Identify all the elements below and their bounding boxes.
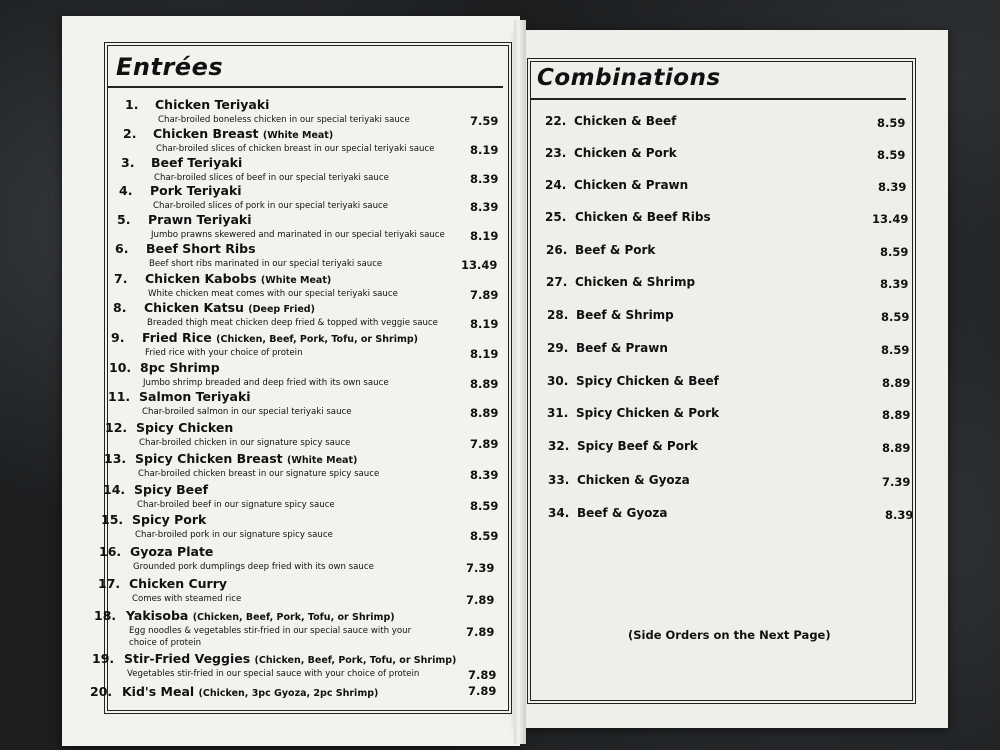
combination-price: 8.89	[882, 441, 911, 455]
entree-number: 12.	[105, 420, 128, 435]
combination-name: Beef & Prawn	[576, 341, 668, 355]
entree-name-line	[155, 97, 269, 112]
entree-price: 7.89	[470, 437, 499, 451]
combination-name: Beef & Pork	[575, 243, 656, 257]
entree-name-line	[136, 420, 233, 435]
entree-number: 7.	[114, 271, 128, 286]
entree-number: 18.	[94, 608, 117, 623]
entree-name-line	[132, 512, 206, 527]
combination-name: Spicy Chicken & Beef	[576, 374, 719, 388]
entree-option: (Chicken, Beef, Pork, Tofu, or Shrimp)	[192, 612, 395, 623]
entree-name-line	[122, 684, 378, 699]
entree-name: Salmon Teriyaki	[139, 389, 251, 404]
combination-number: 28.	[547, 308, 569, 322]
entree-name-line	[144, 300, 315, 315]
entree-name-line	[140, 360, 220, 375]
combination-name: Beef & Shrimp	[576, 308, 674, 322]
combination-name: Spicy Beef & Pork	[577, 439, 698, 453]
entree-name-line	[146, 241, 256, 256]
entree-number: 20.	[90, 684, 113, 699]
combination-number: 34.	[548, 506, 570, 520]
entree-name: Fried Rice	[142, 330, 212, 345]
entree-price: 8.59	[470, 529, 499, 543]
entree-description: Beef short ribs marinated in our special teriyaki sauce	[149, 259, 383, 269]
entree-name-line	[153, 126, 333, 141]
entree-option: (White Meat)	[262, 130, 334, 141]
entree-number: 4.	[119, 183, 133, 198]
entree-description: Vegetables stir-fried in our special sauce with your choice of protein	[127, 669, 420, 679]
entree-description: Fried rice with your choice of protein	[145, 348, 303, 358]
combination-price: 8.59	[877, 116, 906, 130]
entree-price: 7.89	[466, 593, 495, 607]
entree-description: Char-broiled slices of pork in our special teriyaki sauce	[153, 201, 389, 211]
entree-description: Char-broiled slices of chicken breast in our special teriyaki sauce	[156, 144, 435, 154]
combination-price: 8.89	[882, 408, 911, 422]
entrees-heading-rule	[108, 86, 503, 88]
entree-name-line	[150, 183, 242, 198]
combination-number: 31.	[547, 406, 569, 420]
combination-name: Chicken & Shrimp	[575, 275, 696, 289]
combination-name: Beef & Gyoza	[577, 506, 668, 520]
combination-name: Spicy Chicken & Pork	[576, 406, 720, 420]
entree-price: 13.49	[461, 258, 498, 272]
entree-price: 8.39	[470, 200, 499, 214]
entree-name: Spicy Beef	[134, 482, 209, 497]
entree-price: 7.89	[468, 668, 497, 682]
entree-number: 16.	[99, 544, 122, 559]
combination-price: 8.59	[877, 148, 906, 162]
combination-name: Chicken & Beef	[574, 114, 677, 128]
entree-number: 15.	[101, 512, 124, 527]
entree-name: Spicy Chicken	[136, 420, 234, 435]
combinations-heading-rule	[531, 98, 906, 100]
combination-number: 33.	[548, 473, 570, 487]
entree-name: Pork Teriyaki	[150, 183, 242, 198]
entree-price: 7.59	[470, 114, 499, 128]
entree-name-line	[130, 544, 213, 559]
combination-price: 8.39	[885, 508, 914, 522]
combination-number: 30.	[547, 374, 569, 388]
entree-number: 8.	[113, 300, 127, 315]
side-orders-note: (Side Orders on the Next Page)	[628, 628, 831, 642]
entree-name: Prawn Teriyaki	[148, 212, 252, 227]
entree-price: 7.89	[466, 625, 495, 639]
entree-number: 2.	[123, 126, 137, 141]
entree-name: Spicy Pork	[132, 512, 207, 527]
entree-description: Breaded thigh meat chicken deep fried & topped with veggie sauce	[147, 318, 438, 328]
entree-name: Chicken Teriyaki	[155, 97, 270, 112]
combination-number: 22.	[545, 114, 567, 128]
entree-name: Chicken Breast	[153, 126, 259, 141]
entree-name: 8pc Shrimp	[140, 360, 220, 375]
entree-name-line	[129, 576, 227, 591]
combination-number: 26.	[546, 243, 568, 257]
entree-name-line	[126, 608, 395, 623]
entree-description: Char-broiled chicken breast in our signature spicy sauce	[138, 469, 380, 479]
entree-name-line	[142, 330, 418, 345]
entree-description: Grounded pork dumplings deep fried with its own sauce	[133, 562, 374, 572]
entree-number: 9.	[111, 330, 125, 345]
entree-description: Comes with steamed rice	[132, 594, 242, 604]
menu-fold	[514, 20, 526, 744]
entree-name-line	[148, 212, 252, 227]
entree-description: Jumbo prawns skewered and marinated in our special teriyaki sauce	[151, 230, 445, 240]
entree-description: choice of protein	[129, 638, 202, 648]
entree-option: (Chicken, Beef, Pork, Tofu, or Shrimp)	[216, 334, 419, 345]
entree-price: 8.89	[470, 377, 499, 391]
entree-number: 11.	[108, 389, 131, 404]
combination-name: Chicken & Beef Ribs	[575, 210, 711, 224]
entree-price: 8.89	[470, 406, 499, 420]
combination-number: 29.	[547, 341, 569, 355]
entree-price: 8.59	[470, 499, 499, 513]
combination-price: 13.49	[872, 212, 909, 226]
entree-name: Beef Teriyaki	[151, 155, 243, 170]
entree-name-line	[124, 651, 456, 666]
entree-name-line	[134, 482, 208, 497]
combination-number: 25.	[545, 210, 567, 224]
combination-number: 32.	[548, 439, 570, 453]
entree-number: 5.	[117, 212, 131, 227]
entree-number: 10.	[109, 360, 132, 375]
combinations-heading: Combinations	[537, 65, 721, 91]
entree-number: 14.	[103, 482, 126, 497]
entree-price: 8.19	[470, 317, 499, 331]
entree-name: Stir-Fried Veggies	[124, 651, 251, 666]
entree-description: White chicken meat comes with our special teriyaki sauce	[148, 289, 398, 299]
entrees-heading: Entrées	[116, 53, 224, 81]
combination-price: 8.59	[880, 245, 909, 259]
entree-description: Jumbo shrimp breaded and deep fried with its own sauce	[143, 378, 389, 388]
entree-price: 7.89	[470, 288, 499, 302]
entree-option: (Chicken, 3pc Gyoza, 2pc Shrimp)	[198, 688, 379, 699]
entree-name-line	[151, 155, 242, 170]
combination-price: 8.39	[878, 180, 907, 194]
entree-description: Char-broiled beef in our signature spicy sauce	[137, 500, 335, 510]
combination-name: Chicken & Pork	[574, 146, 677, 160]
entree-price: 8.19	[470, 347, 499, 361]
entree-price: 7.89	[468, 684, 497, 698]
entree-option: (White Meat)	[260, 275, 332, 286]
entree-name: Kid's Meal	[122, 684, 195, 699]
entree-description: Char-broiled pork in our signature spicy sauce	[135, 530, 333, 540]
entree-name: Chicken Kabobs	[145, 271, 257, 286]
entree-option: (White Meat)	[287, 455, 358, 466]
combination-price: 7.39	[882, 475, 911, 489]
entree-name: Beef Short Ribs	[146, 241, 256, 256]
entree-number: 17.	[98, 576, 121, 591]
entree-name-line	[135, 451, 357, 466]
entree-name: Gyoza Plate	[130, 544, 214, 559]
entree-name-line	[145, 271, 331, 286]
combination-number: 23.	[545, 146, 567, 160]
entree-number: 3.	[121, 155, 135, 170]
entree-number: 19.	[92, 651, 115, 666]
combination-price: 8.59	[881, 310, 910, 324]
entree-description: Egg noodles & vegetables stir-fried in our special sauce with your	[129, 626, 412, 636]
combination-price: 8.89	[882, 376, 911, 390]
entree-name: Yakisoba	[126, 608, 189, 623]
entree-description: Char-broiled slices of beef in our special teriyaki sauce	[154, 173, 389, 183]
entree-option: (Chicken, Beef, Pork, Tofu, or Shrimp)	[254, 655, 457, 666]
combination-price: 8.59	[881, 343, 910, 357]
entree-description: Char-broiled chicken in our signature spicy sauce	[139, 438, 351, 448]
combination-name: Chicken & Gyoza	[577, 473, 690, 487]
entree-number: 6.	[115, 241, 129, 256]
entree-number: 1.	[125, 97, 139, 112]
entree-option: (Deep Fried)	[248, 304, 315, 315]
entree-description: Char-broiled boneless chicken in our special teriyaki sauce	[158, 115, 410, 125]
entree-price: 7.39	[466, 561, 495, 575]
entree-price: 8.19	[470, 143, 499, 157]
entree-description: Char-broiled salmon in our special teriyaki sauce	[142, 407, 352, 417]
entree-name: Chicken Katsu	[144, 300, 244, 315]
combination-number: 24.	[545, 178, 567, 192]
entree-price: 8.39	[470, 468, 499, 482]
entree-name-line	[139, 389, 251, 404]
entree-number: 13.	[104, 451, 127, 466]
entree-price: 8.19	[470, 229, 499, 243]
combination-name: Chicken & Prawn	[574, 178, 689, 192]
entree-name: Spicy Chicken Breast	[135, 451, 283, 466]
entree-name: Chicken Curry	[129, 576, 228, 591]
combination-number: 27.	[546, 275, 568, 289]
combination-price: 8.39	[880, 277, 909, 291]
entree-price: 8.39	[470, 172, 499, 186]
